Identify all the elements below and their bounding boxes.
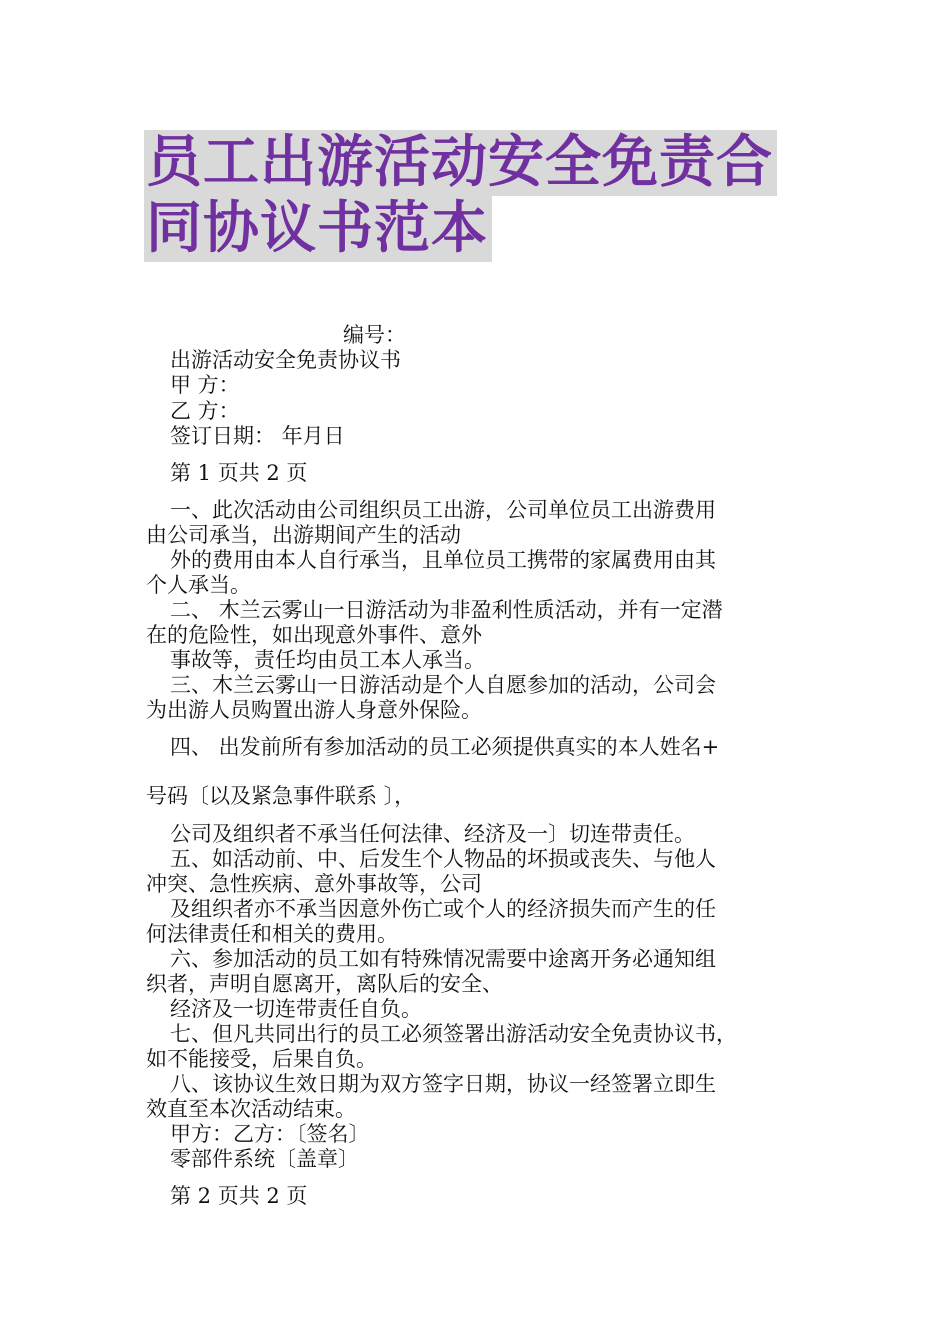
signature-parties: 甲方：乙方：〔签名〕 <box>170 1122 370 1146</box>
clause-1-line-1: 一、此次活动由公司组织员工出游，公司单位员工出游费用 <box>170 498 716 522</box>
clause-4-line-3: 公司及组织者不承当任何法律、经济及一〕切连带责任。 <box>170 822 695 846</box>
clause-2-line-2: 在的危险性，如出现意外事件、意外 <box>146 623 482 647</box>
clause-6-line-3: 经济及一切连带责任自负。 <box>170 997 422 1021</box>
clause-5-line-4: 何法律责任和相关的费用。 <box>146 922 398 946</box>
clause-3-line-2: 为出游人员购置出游人身意外保险。 <box>146 698 482 722</box>
signature-seal: 零部件系统〔盖章〕 <box>170 1147 359 1171</box>
title-line-2: 同协议书范本 <box>144 196 492 262</box>
clause-2-line-1: 二、 木兰云雾山一日游活动为非盈利性质活动，并有一定潜 <box>170 598 723 622</box>
sign-date-field: 签订日期： 年月日 <box>170 424 345 448</box>
title-line-1: 员工出游活动安全免责合 <box>144 130 777 196</box>
clause-5-line-3: 及组织者亦不承当因意外伤亡或个人的经济损失而产生的任 <box>170 897 716 921</box>
clause-2-line-3: 事故等，责任均由员工本人承当。 <box>170 648 485 672</box>
clause-4-line-2: 号码〔以及紧急事件联系 〕， <box>146 784 416 808</box>
agreement-name: 出游活动安全免责协议书 <box>170 348 401 372</box>
document-number-label: 编号： <box>343 323 406 347</box>
clause-4-line-1: 四、 出发前所有参加活动的员工必须提供真实的本人姓名+ <box>170 735 720 759</box>
clause-5-line-1: 五、如活动前、中、后发生个人物品的坏损或丧失、与他人 <box>170 847 716 871</box>
clause-1-line-4: 个人承当。 <box>146 573 251 597</box>
page-marker-2: 第 2 页共 2 页 <box>170 1184 308 1208</box>
clause-1-line-3: 外的费用由本人自行承当，且单位员工携带的家属费用由其 <box>170 548 716 572</box>
clause-6-line-1: 六、参加活动的员工如有特殊情况需要中途离开务必通知组 <box>170 947 716 971</box>
clause-8-line-2: 效直至本次活动结束。 <box>146 1097 356 1121</box>
clause-3-line-1: 三、木兰云雾山一日游活动是个人自愿参加的活动，公司会 <box>170 673 716 697</box>
clause-5-line-2: 冲突、急性疾病、意外事故等，公司 <box>146 872 482 896</box>
party-b-field: 乙 方： <box>170 399 240 423</box>
document-title <box>144 130 824 262</box>
page-marker-1: 第 1 页共 2 页 <box>170 461 308 485</box>
clause-6-line-2: 织者，声明自愿离开，离队后的安全、 <box>146 972 503 996</box>
clause-8-line-1: 八、该协议生效日期为双方签字日期，协议一经签署立即生 <box>170 1072 716 1096</box>
clause-7-line-2: 如不能接受，后果自负。 <box>146 1047 377 1071</box>
party-a-field: 甲 方： <box>170 373 240 397</box>
clause-7-line-1: 七、但凡共同出行的员工必须签署出游活动安全免责协议书， <box>170 1022 737 1046</box>
clause-1-line-2: 由公司承当，出游期间产生的活动 <box>146 523 461 547</box>
